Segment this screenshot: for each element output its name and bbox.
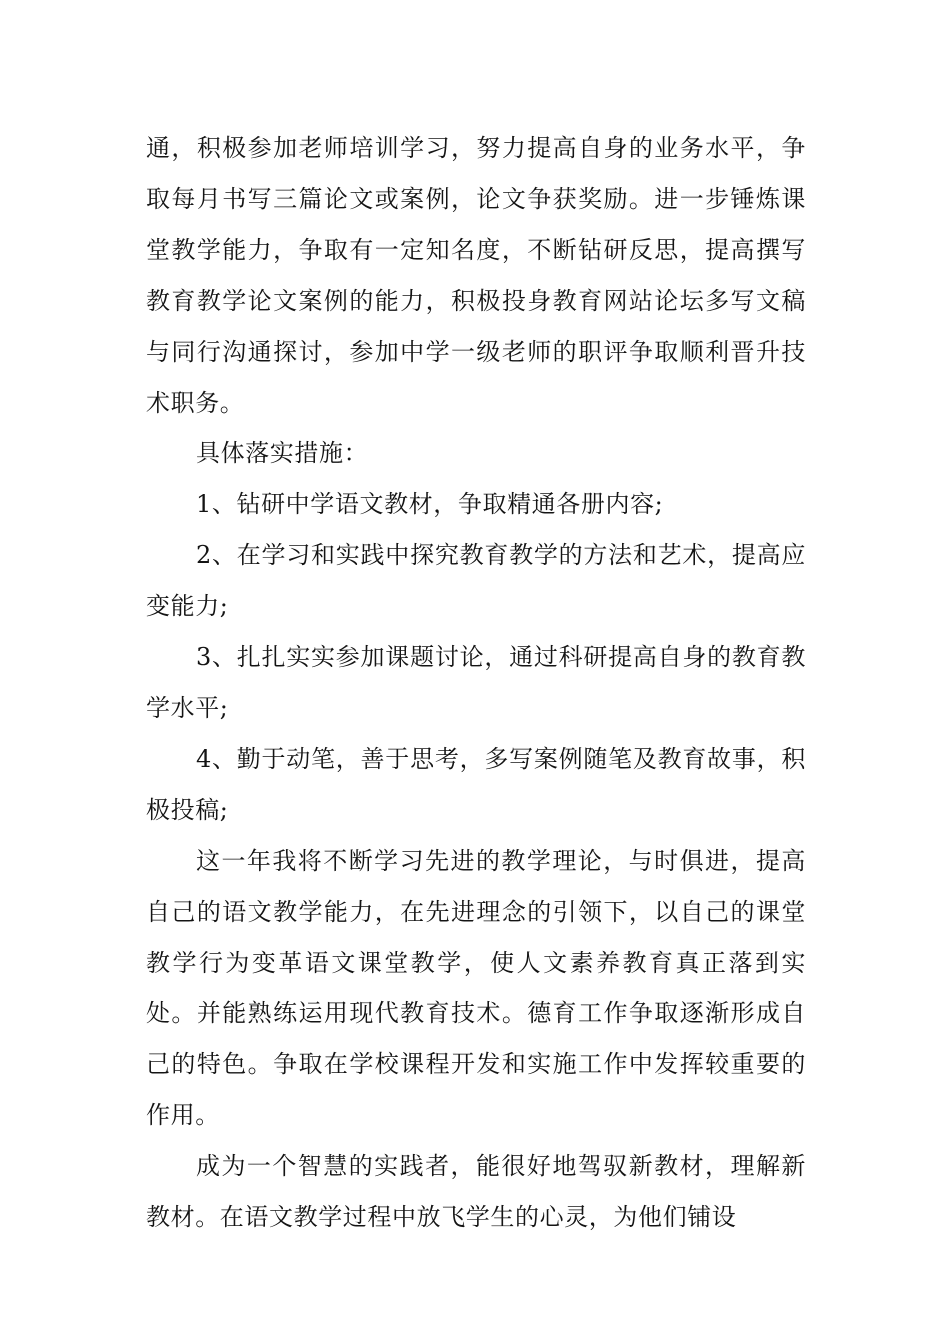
paragraph-practitioner-goal: 成为一个智慧的实践者，能很好地驾驭新教材，理解新教材。在语文教学过程中放飞学生的心灵，为他们铺设 xyxy=(146,1152,806,1232)
paragraph-yearly-plan: 这一年我将不断学习先进的教学理论，与时俱进，提高自己的语文教学能力，在先进理念的引领下，以自己的课堂教学行为变革语文课堂教学，使人文素养教育真正落到实处。并能熟练运用现代教育技术。德育工作争取逐渐形成自己的特色。争取在学校课程开发和实施工作中发挥较重要的作用。 xyxy=(146,846,806,1130)
paragraph-continued-goals: 通，积极参加老师培训学习，努力提高自身的业务水平，争取每月书写三篇论文或案例，论文争获奖励。进一步锤炼课堂教学能力，争取有一定知名度，不断钻研反思，提高撰写教育教学论文案例的能力，积极投身教育网站论坛多写文稿与同行沟通探讨，参加中学一级老师的职评争取顺利晋升技术职务。 xyxy=(146,134,806,417)
list-item-measure-2: 2、在学习和实践中探究教育教学的方法和艺术，提高应变能力; xyxy=(146,541,806,621)
list-item-measure-3: 3、扎扎实实参加课题讨论，通过科研提高自身的教育教学水平; xyxy=(146,643,806,722)
paragraph-measures-heading: 具体落实措施： xyxy=(196,439,369,468)
list-item-measure-4: 4、勤于动笔，善于思考，多写案例随笔及教育故事，积极投稿; xyxy=(146,744,806,824)
document-body xyxy=(146,123,806,1243)
list-item-measure-1: 1、钻研中学语文教材，争取精通各册内容; xyxy=(196,490,664,519)
